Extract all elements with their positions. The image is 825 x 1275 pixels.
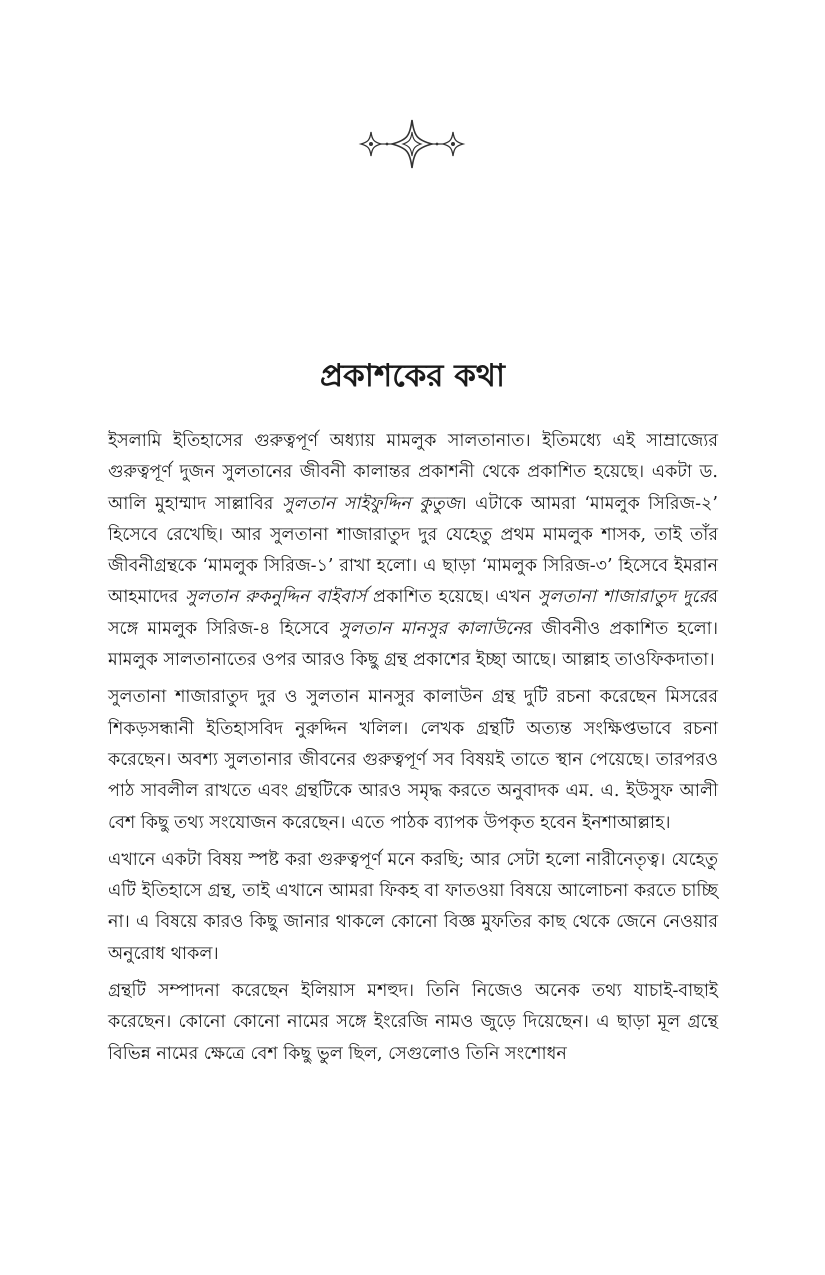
paragraph-text: র জীবনীও প্রকাশিত হলো। মামলুক সালতানাতের ওপর আরও কিছু গ্রন্থ প্রকাশের ইচ্ছা আছে। আল্লাহ তাওফিকদাতা।	[108, 618, 718, 671]
diamond-ornament-icon	[357, 118, 467, 170]
book-title-italic: সুলতান রুকনুদ্দিন বাইবার্স	[184, 587, 367, 608]
paragraph-text: ইসলামি ইতিহাসের গুরুত্বপূর্ণ অধ্যায় মামলুক সালতানাত। ইতিমধ্যে এই সাম্রাজ্যের গুরুত্বপূর্ণ দুজন সুলতানের জীবনী কালান্তর প্রকাশনী থেকে প্রকাশিত হয়েছে। একটা ড. আলি মুহাম্মাদ সাল্লাবির	[108, 431, 718, 514]
paragraph	[108, 845, 718, 970]
paragraph-text: প্রকাশিত হয়েছে। এখন	[366, 587, 538, 608]
page-title: প্রকাশকের কথা	[320, 358, 505, 394]
paragraph	[108, 976, 718, 1070]
body-text	[108, 426, 718, 1076]
book-title-italic: সুলতান সাইফুদ্দিন কুতুজ	[281, 493, 461, 514]
paragraph-text: সুলতানা শাজারাতুদ দুর ও সুলতান মানসুর কালাউন গ্রন্থ দুটি রচনা করেছেন মিসরের শিকড়সন্ধানী ইতিহাসবিদ নুরুদ্দিন খলিল। লেখক গ্রন্থটি অত্যন্ত সংক্ষিপ্তভাবে রচনা করেছেন। অবশ্য সুলতানার জীবনের গুরুত্বপূর্ণ সব বিষয়ই তাতে স্থান পেয়েছে। তারপরও পাঠ সাবলীল রাখতে এবং গ্রন্থটিকে আরও সমৃদ্ধ করতে অনুবাদক এম. এ. ইউসুফ আলী বেশ কিছু তথ্য সংযোজন করেছেন। এতে পাঠক ব্যাপক উপকৃত হবেন ইনশাআল্লাহ।	[108, 687, 718, 833]
paragraph	[108, 682, 718, 838]
book-title-italic: সুলতানা শাজারাতুদ দুরে	[537, 587, 709, 608]
book-title-italic: সুলতান মানসুর কালাউনে	[338, 618, 523, 639]
paragraph-text: এখানে একটা বিষয় স্পষ্ট করা গুরুত্বপূর্ণ মনে করছি; আর সেটা হলো নারীনেতৃত্ব। যেহেতু এটি ইতিহাসে গ্রন্থ, তাই এখানে আমরা ফিকহ বা ফাতওয়া বিষয়ে আলোচনা করতে চাচ্ছি না। এ বিষয়ে কারও কিছু জানার থাকলে কোনো বিজ্ঞ মুফতির কাছ থেকে জেনে নেওয়ার অনুরোধ থাকল।	[108, 849, 718, 964]
paragraph	[108, 426, 718, 676]
paragraph-text: র সঙ্গে মামলুক সিরিজ-৪ হিসেবে	[108, 587, 718, 639]
paragraph-text: গ্রন্থটি সম্পাদনা করেছেন ইলিয়াস মশহুদ। তিনি নিজেও অনেক তথ্য যাচাই-বাছাই করেছেন। কোনো কোনো নামের সঙ্গে ইংরেজি নামও জুড়ে দিয়েছেন। এ ছাড়া মূল গ্রন্থে বিভিন্ন নামের ক্ষেত্রে বেশ কিছু ভুল ছিল, সেগুলোও তিনি সংশোধন	[108, 981, 718, 1064]
paragraph-text: । এটাকে আমরা ‘মামলুক সিরিজ-২’ হিসেবে রেখেছি। আর সুলতানা শাজারাতুদ দুর যেহেতু প্রথম মামলুক শাসক, তাই তাঁর জীবনীগ্রন্থকে ‘মামলুক সিরিজ-১’ রাখা হলো। এ ছাড়া ‘মামলুক সিরিজ-৩’ হিসেবে ইমরান আহমাদের	[108, 493, 718, 608]
